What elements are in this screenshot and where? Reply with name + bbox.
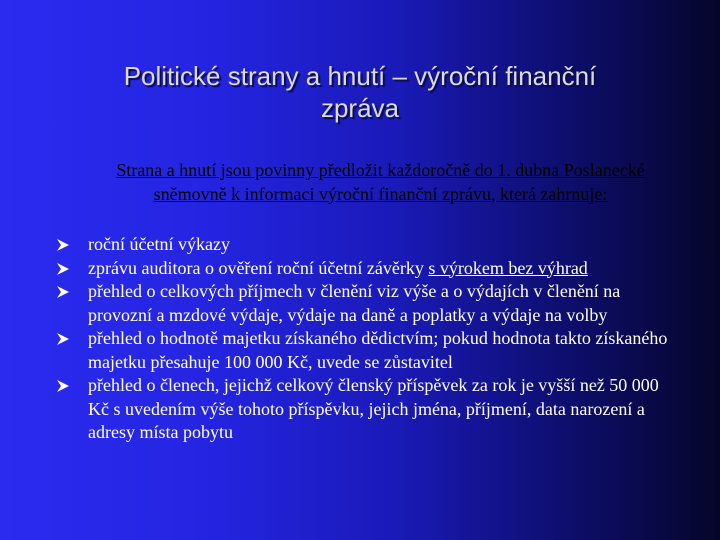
bullet-item: [0, 327, 668, 374]
bullet-text: přehled o celkových příjmech v členění viz výše a o výdajích v členění na provozní a mzdové výdaje, výdaje na daně a poplatky a výdaje na volby: [88, 281, 621, 325]
arrow-bullet-icon: [56, 332, 70, 346]
bullet-item: [0, 374, 668, 445]
bullet-item: [0, 257, 668, 281]
slide-title: Politické strany a hnutí – výroční finanční zpráva: [123, 61, 597, 123]
arrow-bullet-icon: [56, 262, 70, 276]
arrow-bullet-icon: [56, 238, 70, 252]
bullet-list: [0, 233, 720, 445]
bullet-item: [0, 233, 668, 257]
bullet-text: přehled o členech, jejichž celkový členský příspěvek za rok je vyšší než 50 000 Kč s uvedením výše tohoto příspěvku, jejich jména, příjmení, data narození a adresy místa pobytu: [88, 375, 659, 442]
arrow-bullet-icon: [56, 379, 70, 393]
bullet-item: [0, 280, 668, 327]
bullet-text: roční účetní výkazy: [88, 234, 230, 254]
slide-intro: Strana a hnutí jsou povinny předložit každoročně do 1. dubna Poslanecké sněmovně k informaci výroční finanční zprávu, která zahrnuje:: [116, 160, 645, 204]
arrow-bullet-icon: [56, 285, 70, 299]
bullet-text-underlined: s výrokem bez výhrad: [428, 257, 588, 278]
bullet-text: přehled o hodnotě majetku získaného dědictvím; pokud hodnota takto získaného majetku přesahuje 100 000 Kč, uvede se zůstavitel: [88, 328, 668, 372]
bullet-text: zprávu auditora o ověření roční účetní závěrky: [88, 257, 429, 278]
